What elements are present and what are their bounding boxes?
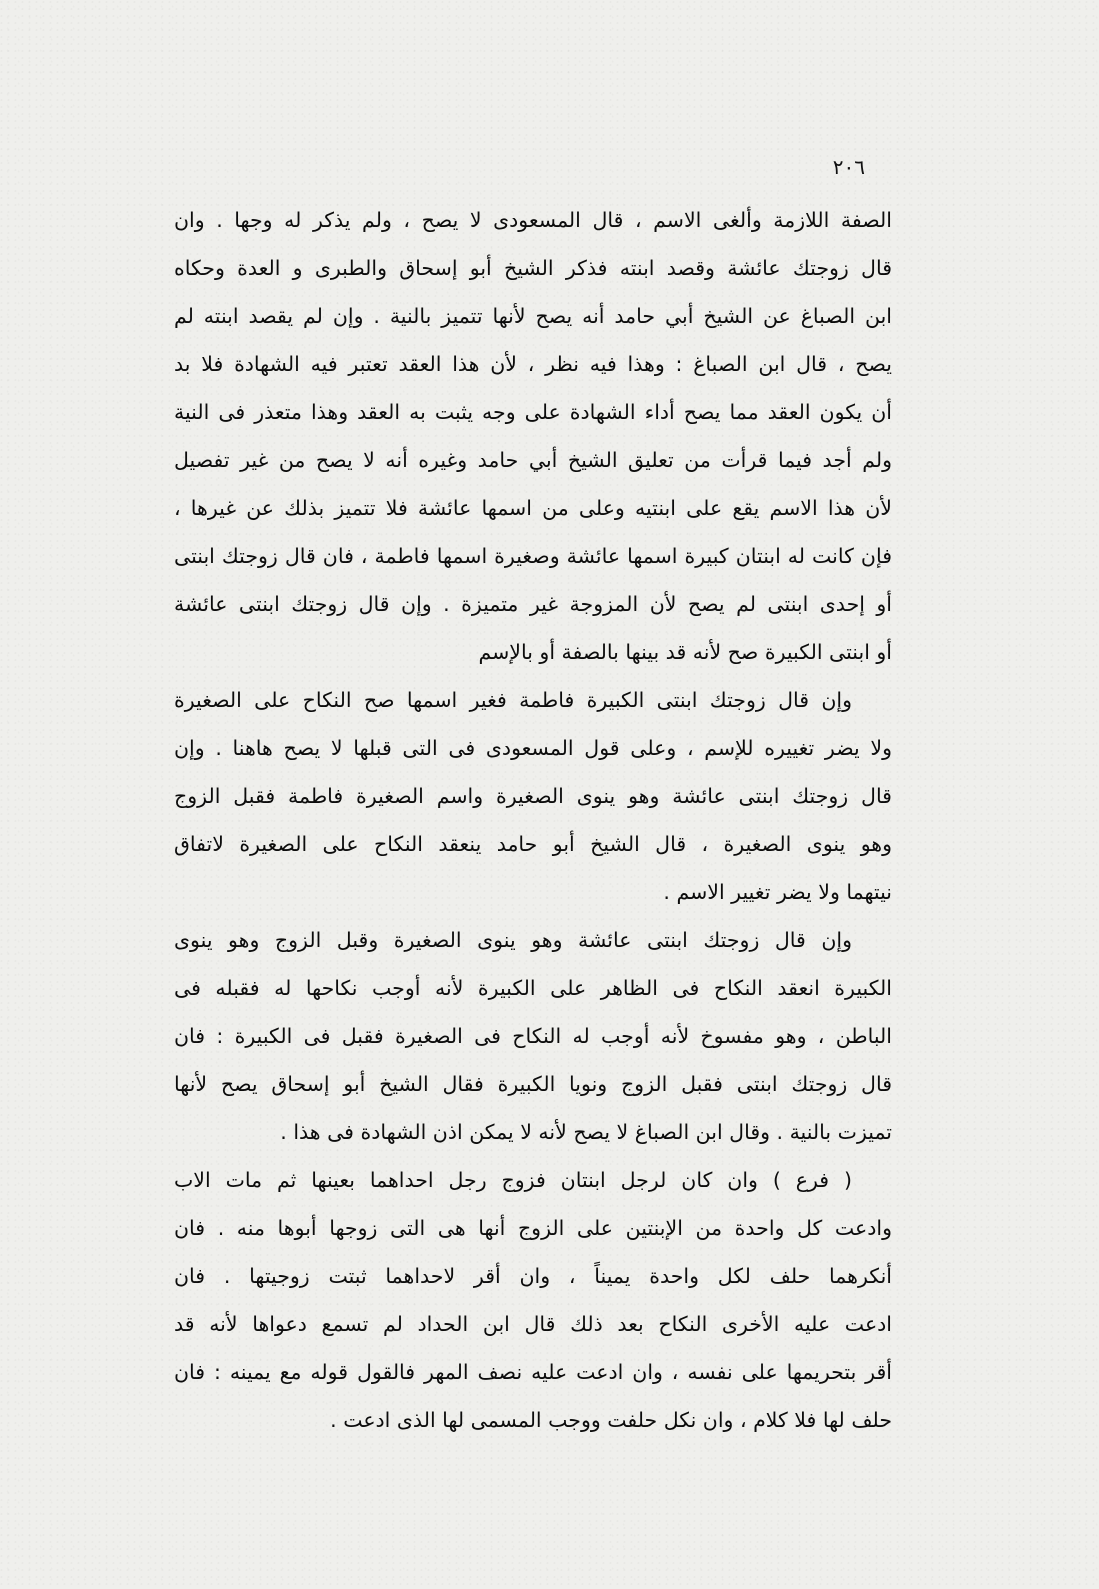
text-line: لأن هذا الاسم يقع على ابنتيه وعلى من اسمها عائشة فلا تتميز بذلك عن غيرها ، [174,496,892,520]
text-line: أنكرهما حلف لكل واحدة يميناً ، وان أقر لاحداهما ثبتت زوجيتها . فان [174,1264,892,1288]
text-line: أقر بتحريمها على نفسه ، وان ادعت عليه نصف المهر فالقول قوله مع يمينه : فان [174,1360,892,1384]
page-number: ٢٠٦ [832,155,865,179]
text-line: الصفة اللازمة وألغى الاسم ، قال المسعودى لا يصح ، ولم يذكر له وجها . وان [174,208,892,232]
text-line: وهو ينوى الصغيرة ، قال الشيخ أبو حامد ينعقد النكاح على الصغيرة لاتفاق [174,832,892,856]
text-line: قال زوجتك ابنتى فقبل الزوج ونويا الكبيرة فقال الشيخ أبو إسحاق يصح لأنها [174,1072,892,1096]
text-line: فإن كانت له ابنتان كبيرة اسمها عائشة وصغيرة اسمها فاطمة ، فان قال زوجتك ابنتى [174,544,892,568]
page-body-text [174,196,892,1444]
text-line: وإن قال زوجتك ابنتى الكبيرة فاطمة فغير اسمها صح النكاح على الصغيرة [174,688,852,712]
text-line: نيتهما ولا يضر تغيير الاسم . [663,880,892,904]
text-line: أن يكون العقد مما يصح أداء الشهادة على وجه يثبت به العقد وهذا متعذر فى النية [174,400,892,424]
text-line: أو ابنتى الكبيرة صح لأنه قد بينها بالصفة أو بالإسم [478,640,892,664]
text-line: ولم أجد فيما قرأت من تعليق الشيخ أبي حامد وغيره أنه لا يصح من غير تفصيل [174,448,892,472]
text-line: قال زوجتك ابنتى عائشة وهو ينوى الصغيرة واسم الصغيرة فاطمة فقبل الزوج [174,784,892,808]
text-line: وادعت كل واحدة من الإبنتين على الزوج أنها هى التى زوجها أبوها منه . فان [174,1216,892,1240]
text-line: يصح ، قال ابن الصباغ : وهذا فيه نظر ، لأن هذا العقد تعتبر فيه الشهادة فلا بد [174,352,892,376]
text-line: الباطن ، وهو مفسوخ لأنه أوجب له النكاح فى الصغيرة فقبل فى الكبيرة : فان [174,1024,892,1048]
text-line: قال زوجتك عائشة وقصد ابنته فذكر الشيخ أبو إسحاق والطبرى و العدة وحكاه [174,256,892,280]
text-line: أو إحدى ابنتى لم يصح لأن المزوجة غير متميزة . وإن قال زوجتك ابنتى عائشة [174,592,892,616]
text-line: ولا يضر تغييره للإسم ، وعلى قول المسعودى فى التى قبلها لا يصح هاهنا . وإن [174,736,892,760]
text-line: حلف لها فلا كلام ، وان نكل حلفت ووجب المسمى لها الذى ادعت . [330,1408,892,1432]
text-line: ادعت عليه الأخرى النكاح بعد ذلك قال ابن الحداد لم تسمع دعواها لأنه قد [174,1312,892,1336]
text-line: ( فرع ) وان كان لرجل ابنتان فزوج رجل احداهما بعينها ثم مات الاب [174,1168,852,1192]
text-line: وإن قال زوجتك ابنتى عائشة وهو ينوى الصغيرة وقبل الزوج وهو ينوى [174,928,852,952]
text-line: الكبيرة انعقد النكاح فى الظاهر على الكبيرة لأنه أوجب نكاحها له فقبله فى [174,976,892,1000]
text-line: ابن الصباغ عن الشيخ أبي حامد أنه يصح لأنها تتميز بالنية . وإن لم يقصد ابنته لم [174,304,892,328]
text-line: تميزت بالنية . وقال ابن الصباغ لا يصح لأنه لا يمكن اذن الشهادة فى هذا . [280,1120,892,1144]
